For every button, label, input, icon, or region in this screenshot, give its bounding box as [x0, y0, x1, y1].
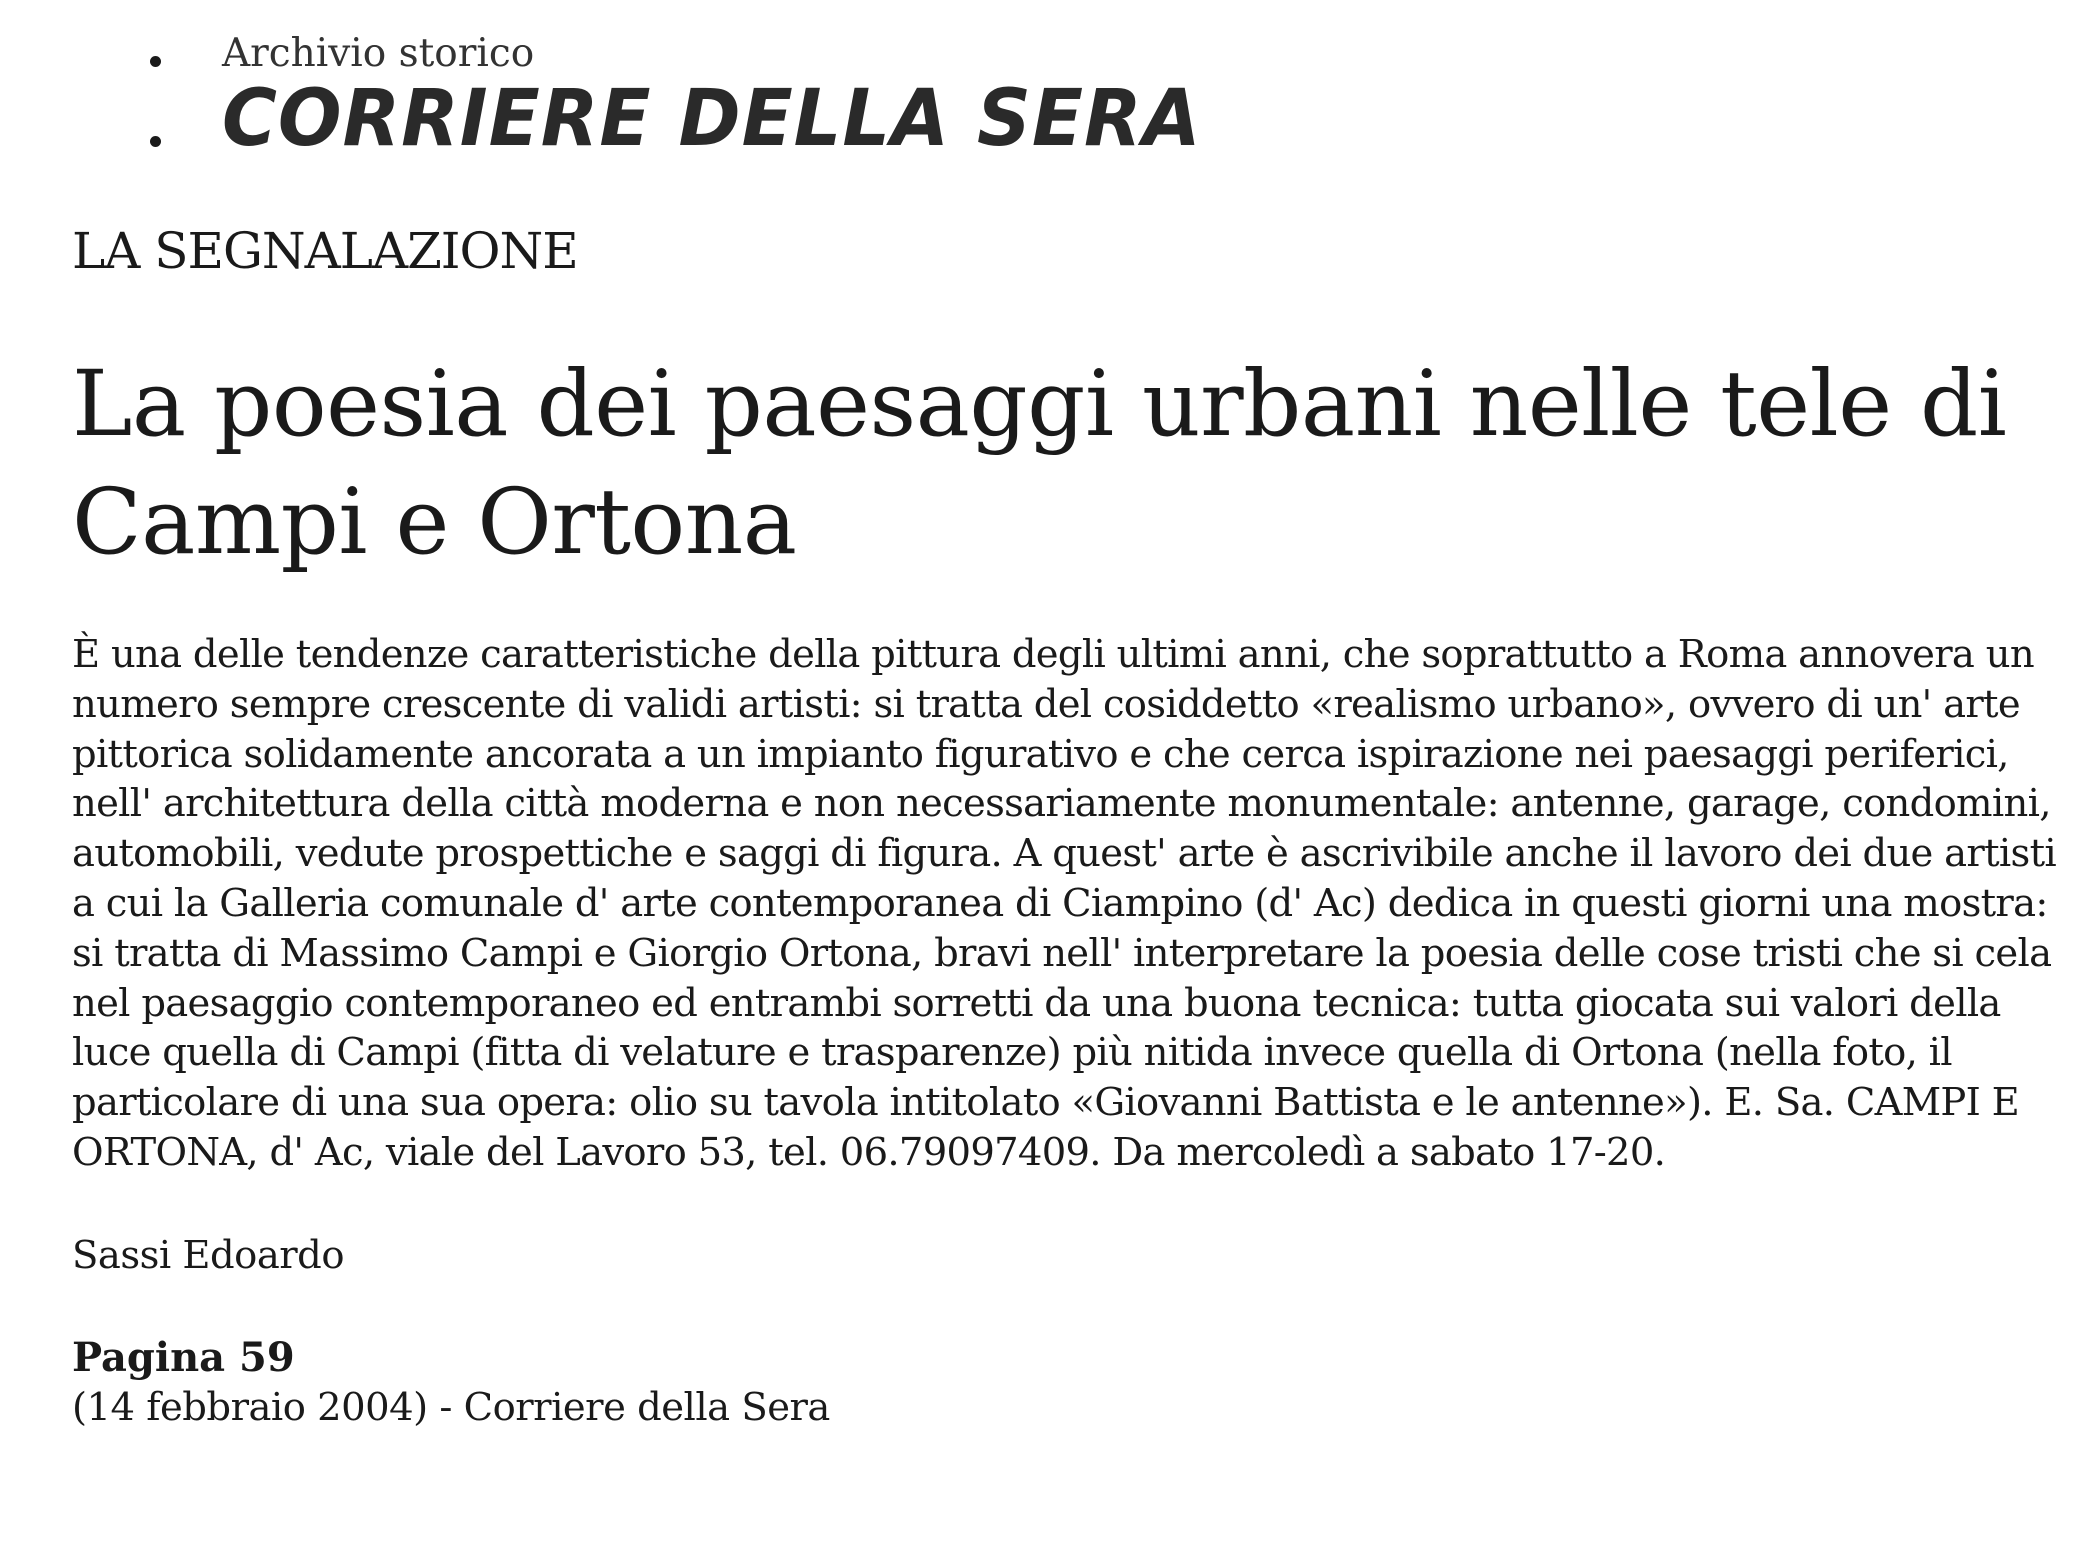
- masthead-logo[interactable]: CORRIERE DELLA SERA: [222, 74, 1202, 164]
- section-label: LA SEGNALAZIONE: [72, 222, 578, 280]
- archive-nav: [0, 0, 1300, 170]
- article-body: È una delle tendenze caratteristiche della pittura degli ultimi anni, che soprattutto a Roma annovera un numero sempre crescente di validi artisti: si tratta del cosiddetto «realismo urbano», ovvero di un' arte pittorica solidamente ancorata a un impianto figurativo e che cerca ispirazione nei paesaggi periferici, nell' architettura della città moderna e non necessariamente monumentale: antenne, garage, condomini, automobili, vedute prospettiche e saggi di figura. A quest' arte è ascrivibile anche il lavoro dei due artisti a cui la Galleria comunale d' arte contemporanea di Ciampino (d' Ac) dedica in questi giorni una mostra: si tratta di Massimo Campi e Giorgio Ortona, bravi nell' interpretare la poesia delle cose tristi che si cela nel paesaggio contemporaneo ed entrambi sorretti da una buona tecnica: tutta giocata sui valori della luce quella di Campi (fitta di velature e trasparenze) più nitida invece quella di Ortona (nella foto, il particolare di una sua opera: olio su tavola intitolato «Giovanni Battista e le antenne»). E. Sa. CAMPI E ORTONA, d' Ac, viale del Lavoro 53, tel. 06.79097409. Da mercoledì a sabato 17-20.: [72, 632, 2056, 1175]
- article-headline: La poesia dei paesaggi urbani nelle tele di Campi e Ortona: [72, 352, 2007, 575]
- bullet-icon: [150, 136, 161, 147]
- page-number: Pagina 59: [72, 1334, 295, 1381]
- bullet-icon: [150, 56, 161, 67]
- article-author: Sassi Edoardo: [72, 1233, 345, 1278]
- archive-link[interactable]: Archivio storico: [222, 31, 535, 76]
- source-date: (14 febbraio 2004) - Corriere della Sera: [72, 1385, 830, 1430]
